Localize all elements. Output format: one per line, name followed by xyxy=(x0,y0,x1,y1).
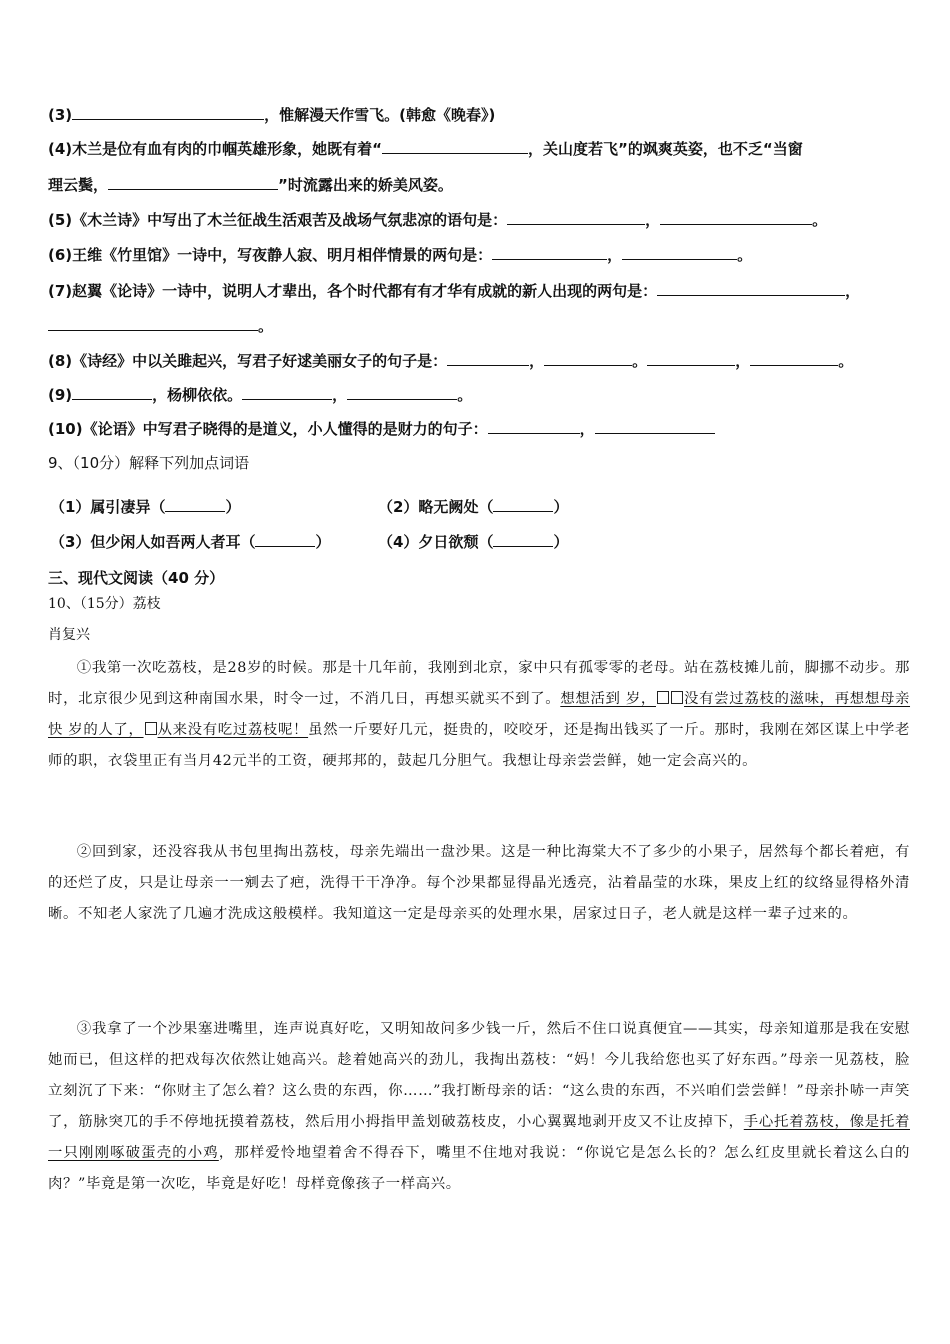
underlined-sentence: 手心托着荔枝，像是托着一只刚刚啄破蛋壳的小鸡 xyxy=(48,1114,910,1161)
question-4-text-4: ”时流露出来的娇美风姿。 xyxy=(278,176,453,194)
paragraph-2: ②回到家，还没容我从书包里掏出荔枝，母亲先端出一盘沙果。这是一种比海棠大不了多少的小果子，居然每个都长着疤，有的还烂了皮，只是让母亲一一剜去了疤，洗得干干净净。每个沙果都显得晶光透亮，沾着晶莹的水珠，果皮上红的纹络显得格外清晰。不知老人家洗了几遍才洗成这般模样。我知道这一定是母亲买的处理水果，居家过日子，老人就是这样一辈子过来的。 xyxy=(48,844,910,922)
vocab-item-1 xyxy=(50,496,240,517)
answer-blank[interactable] xyxy=(544,350,632,366)
answer-blank[interactable] xyxy=(493,496,553,512)
period: 。 xyxy=(258,317,274,335)
question-7-line-1 xyxy=(48,280,860,301)
vocab-label: （4）夕日欲颓（ xyxy=(378,533,494,551)
close-paren: ） xyxy=(553,498,569,516)
question-10 xyxy=(48,418,715,439)
answer-blank[interactable] xyxy=(72,104,264,120)
paragraph-1-text-a: ①我第一次吃荔枝，是28岁的时候。那是十几年前，我刚到北京，家中只有孤零零的老母。站在荔枝摊儿前，脚挪不动步。那时，北京很少见到这种南国水果，时令一过，不消几日，再想买就买不到了。 xyxy=(48,660,910,707)
question-9-number: (9) xyxy=(48,386,73,404)
separator: ， xyxy=(845,282,861,300)
answer-blank[interactable] xyxy=(72,384,152,400)
question-5-text: (5)《木兰诗》中写出了木兰征战生活艰苦及战场气氛悲凉的语句是： xyxy=(48,211,508,229)
answer-blank[interactable] xyxy=(660,209,812,225)
question-4-line-2 xyxy=(48,174,453,195)
underlined-segment-1: 想想活到 岁， xyxy=(560,691,656,707)
separator: ， xyxy=(579,420,595,438)
answer-blank[interactable] xyxy=(507,209,645,225)
underlined-segment-2: 没有尝过荔枝的滋味，再想想母亲快 岁的人了， xyxy=(48,691,911,738)
question-6 xyxy=(48,244,752,265)
answer-blank[interactable] xyxy=(108,174,278,190)
separator: ， xyxy=(332,386,348,404)
answer-blank[interactable] xyxy=(242,384,332,400)
paragraph-1 xyxy=(48,653,910,777)
question-4-line-1 xyxy=(48,138,803,159)
period: 。 xyxy=(457,386,473,404)
answer-blank[interactable] xyxy=(382,138,528,154)
question-4-text-1: (4)木兰是位有血有肉的巾帼英雄形象，她既有着“ xyxy=(48,140,383,158)
vocab-label: （2）略无阙处（ xyxy=(378,498,494,516)
reading-heading: 10、（15分）荔枝 xyxy=(48,596,161,612)
paragraph-3-text-a: ③我拿了一个沙果塞进嘴里，连声说真好吃，又明知故问多少钱一斤，然后不住口说真便宜——其实，母亲知道那是我在安慰她而已，但这样的把戏每次依然让她高兴。趁着她高兴的劲儿，我掏出荔枝：“妈！今儿我给您也买了好东西。”母亲一见荔枝，脸立刻沉了下来：“你财主了怎么着？这么贵的东西，你……”我打断母亲的话：“这么贵的东西，不兴咱们尝尝鲜！”母亲扑哧一声笑了，筋脉突兀的手不停地抚摸着荔枝，然后用小拇指甲盖划破荔枝皮，小心翼翼地剥开皮又不让皮掉下， xyxy=(48,1021,910,1130)
question-8-text: (8)《诗经》中以关雎起兴，写君子好逑美丽女子的句子是： xyxy=(48,352,448,370)
answer-blank[interactable] xyxy=(657,280,845,296)
question-4-text-2: ，关山度若飞”的飒爽英姿，也不乏“当窗 xyxy=(528,140,803,158)
period: 。 xyxy=(812,211,828,229)
answer-blank[interactable] xyxy=(647,350,735,366)
answer-blank[interactable] xyxy=(48,315,258,331)
paragraph-3 xyxy=(48,1014,910,1200)
vocab-label: （3）但少闲人如吾两人者耳（ xyxy=(50,533,256,551)
question-3-number: (3) xyxy=(48,106,73,124)
answer-blank[interactable] xyxy=(492,244,607,260)
section-9-title: 9、（10分）解释下列加点词语 xyxy=(48,454,250,472)
paragraph-3-text-b: ，那样爱怜地望着舍不得吞下，嘴里不住地对我说：“你说它是怎么长的？怎么红皮里就长着这么白的肉？”毕竟是第一次吃，毕竟是好吃！母样竟像孩子一样高兴。 xyxy=(48,1145,910,1192)
vocab-label: （1）属引凄异（ xyxy=(50,498,166,516)
question-9 xyxy=(48,384,472,405)
answer-blank[interactable] xyxy=(493,531,553,547)
section-3-title: 三、现代文阅读（40 分） xyxy=(48,569,225,587)
close-paren: ） xyxy=(315,533,331,551)
vocab-item-3 xyxy=(50,531,330,552)
question-9-text: ，杨柳依依。 xyxy=(152,386,243,404)
answer-blank[interactable] xyxy=(347,384,457,400)
missing-char-box xyxy=(671,691,683,704)
paragraph-1-text-b: 虽然一斤要好几元，挺贵的，咬咬牙，还是掏出钱买了一斤。那时，我刚在郊区谋上中学老师的职，衣袋里正有当月42元半的工资，硬邦邦的，鼓起几分胆气。我想让母亲尝尝鲜，她一定会高兴的。 xyxy=(48,722,910,769)
period: 。 xyxy=(737,246,753,264)
question-3-text: ，惟解漫天作雪飞。(韩愈《晚春》) xyxy=(264,106,496,124)
question-6-text: (6)王维《竹里馆》一诗中，写夜静人寂、明月相伴情景的两句是： xyxy=(48,246,493,264)
period: 。 xyxy=(838,352,854,370)
separator: ， xyxy=(735,352,751,370)
question-4-text-3: 理云鬓， xyxy=(48,176,109,194)
underlined-segment-3: 从来没有吃过荔枝呢！ xyxy=(157,722,309,738)
question-5 xyxy=(48,209,827,230)
question-8 xyxy=(48,350,853,371)
answer-blank[interactable] xyxy=(255,531,315,547)
answer-blank[interactable] xyxy=(595,418,715,434)
answer-blank[interactable] xyxy=(750,350,838,366)
question-7-text: (7)赵翼《论诗》一诗中，说明人才辈出，各个时代都有有才华有成就的新人出现的两句是： xyxy=(48,282,658,300)
missing-char-box xyxy=(657,691,669,704)
question-7-line-2 xyxy=(48,315,273,336)
answer-blank[interactable] xyxy=(488,418,580,434)
answer-blank[interactable] xyxy=(165,496,225,512)
close-paren: ） xyxy=(553,533,569,551)
reading-author: 肖复兴 xyxy=(48,627,90,643)
question-3 xyxy=(48,104,495,125)
period: 。 xyxy=(632,352,648,370)
answer-blank[interactable] xyxy=(447,350,529,366)
answer-blank[interactable] xyxy=(622,244,737,260)
question-10-text: (10)《论语》中写君子晓得的是道义，小人懂得的是财力的句子： xyxy=(48,420,488,438)
separator: ， xyxy=(607,246,623,264)
missing-char-box xyxy=(145,722,157,735)
close-paren: ） xyxy=(225,498,241,516)
vocab-item-4 xyxy=(378,531,568,552)
separator: ， xyxy=(645,211,661,229)
separator: ， xyxy=(529,352,545,370)
vocab-item-2 xyxy=(378,496,568,517)
